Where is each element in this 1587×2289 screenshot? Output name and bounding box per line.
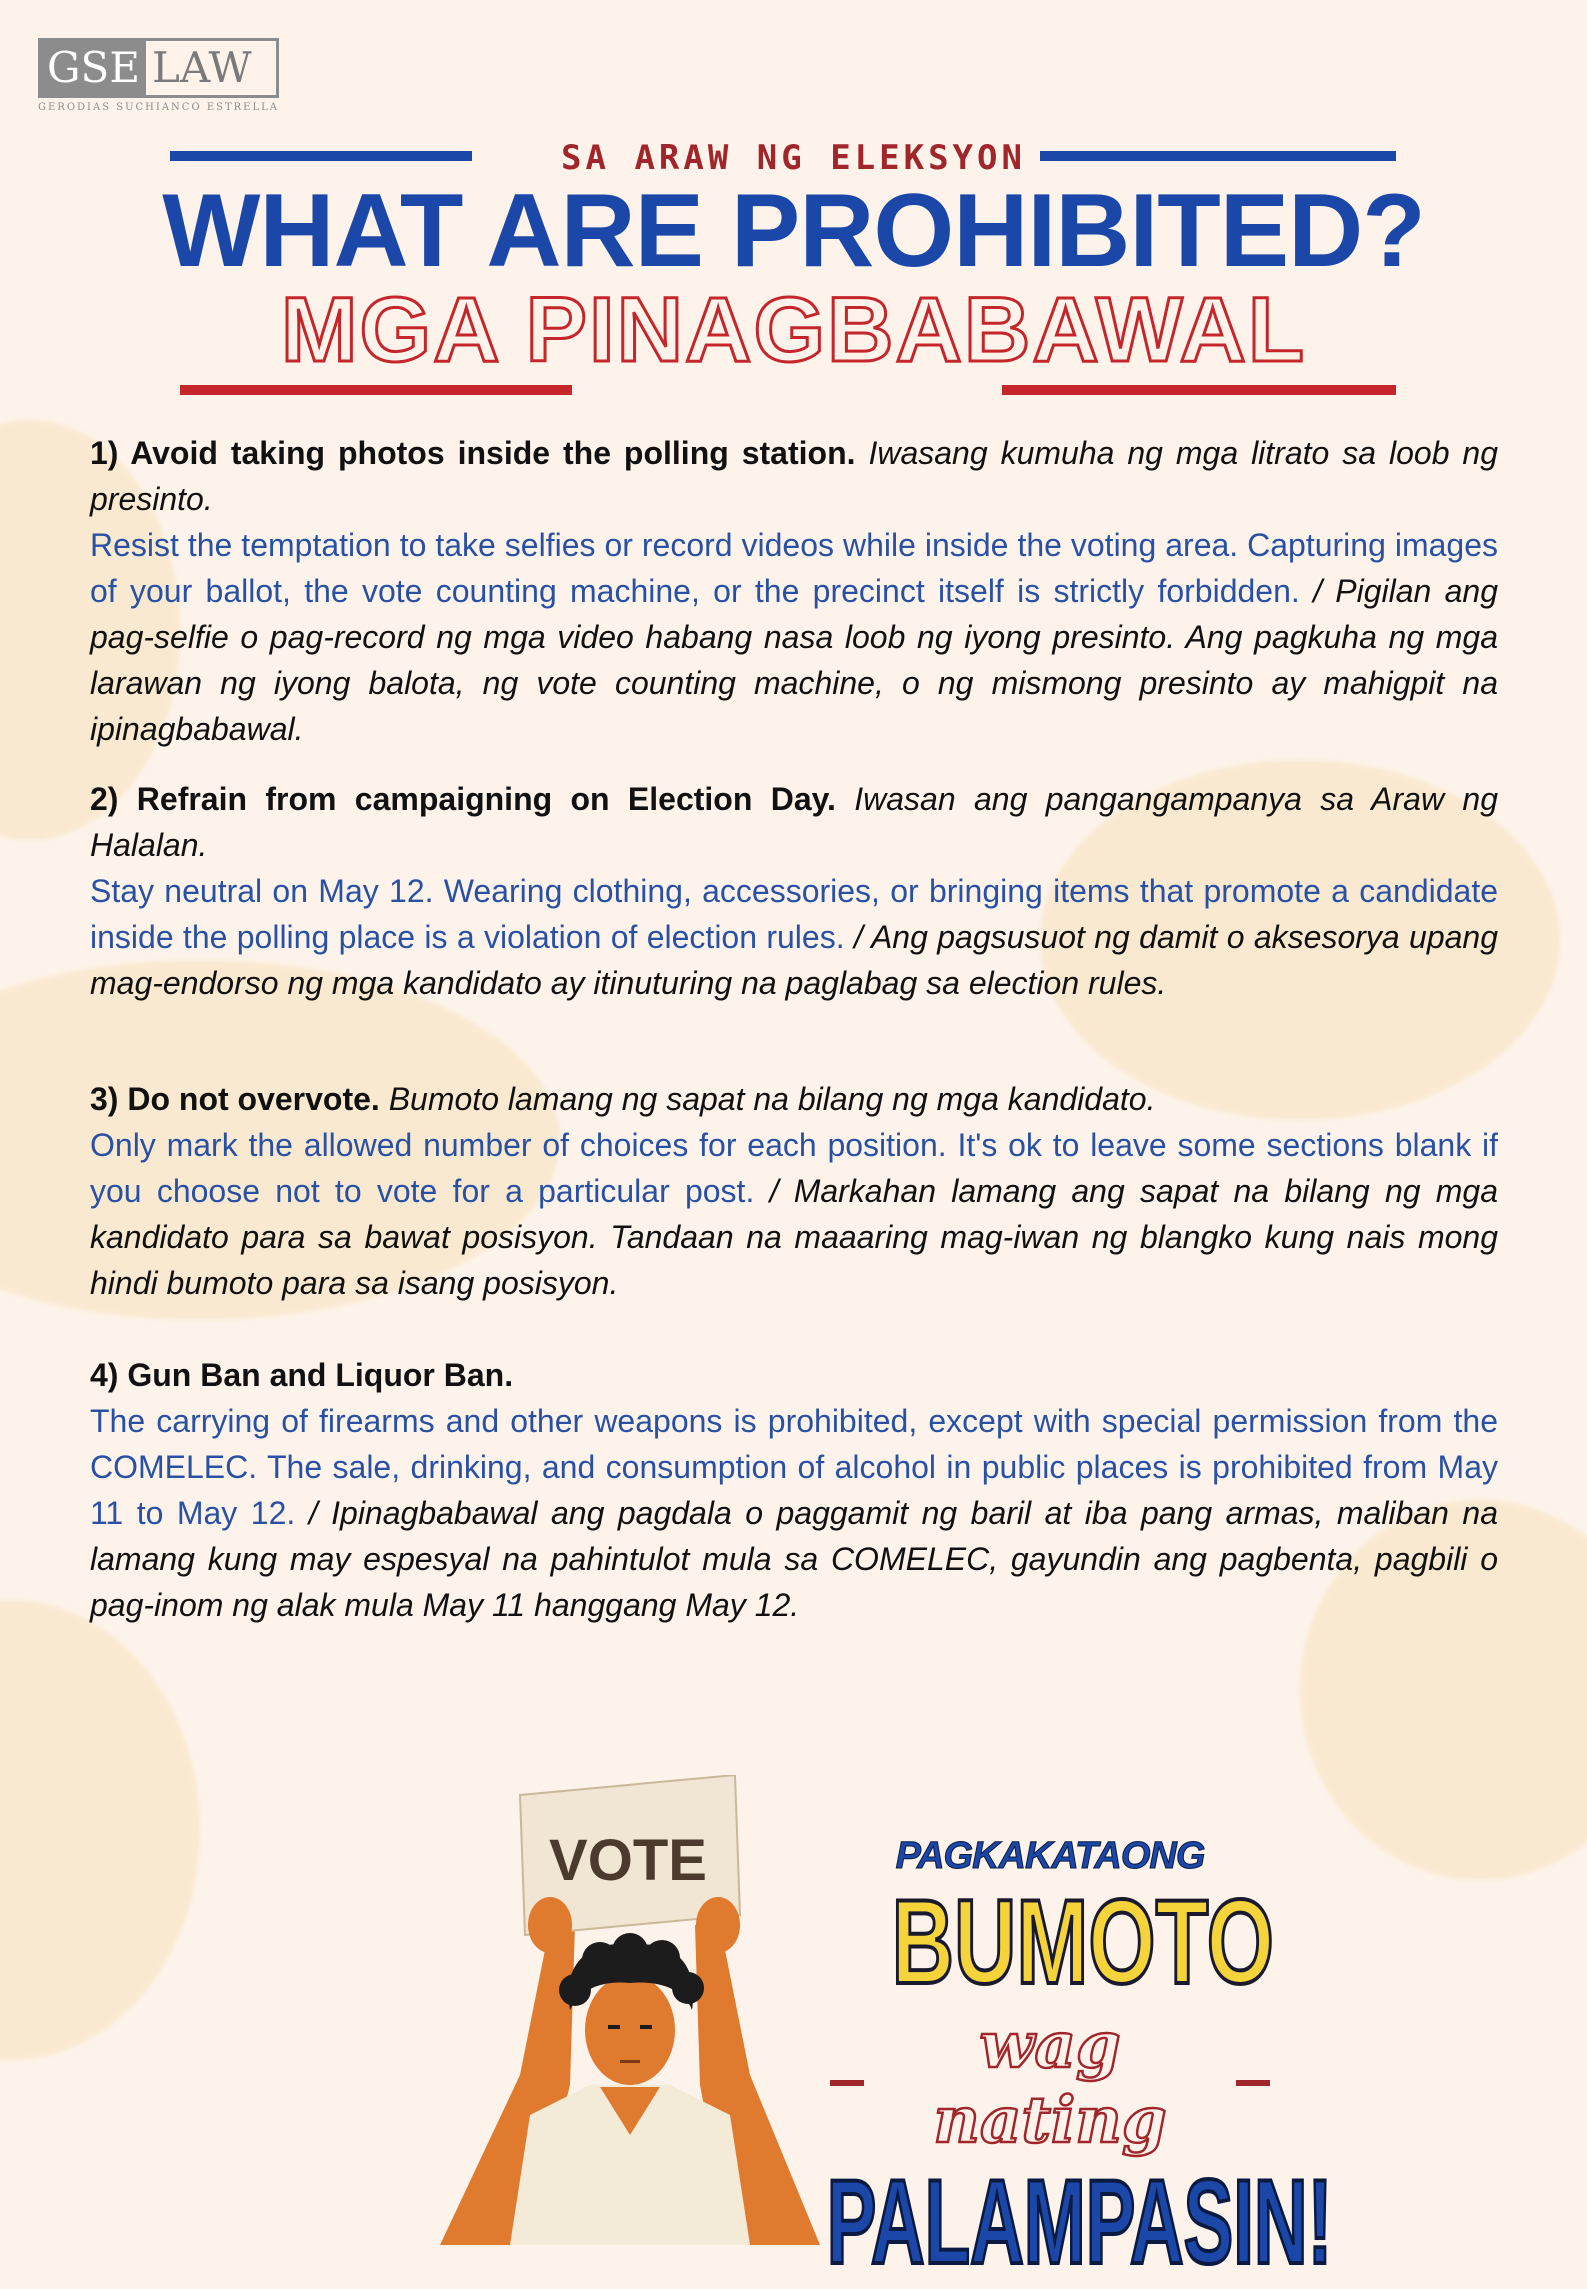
right-hand [696, 1897, 740, 1953]
item-heading-tagalog: Iwasang kumuha ng mga litrato sa loob ng presinto. [90, 435, 1499, 517]
slogan-line-3 [830, 2008, 1270, 2158]
item-body-english: Stay neutral on May 12. Wearing clothing, accessories, or bringing items that promote a candidate inside the polling place is a violation of election rules. [90, 873, 1498, 955]
slogan [826, 1835, 1333, 2289]
hair-curl [644, 1940, 680, 1976]
hair-curl [612, 1933, 648, 1969]
voter-illustration [400, 1775, 860, 2245]
vote-sign-text: VOTE [549, 1828, 707, 1893]
left-hand [528, 1897, 572, 1953]
prohibition-item-2 [90, 776, 1498, 1006]
item-heading-tagalog: Iwasan ang pangangampanya sa Araw ng Halalan. [90, 781, 1498, 863]
prohibition-item-1 [90, 430, 1498, 752]
bottom-left-rule [180, 385, 572, 395]
item-heading: 3) Do not overvote. [90, 1081, 380, 1117]
prohibition-item-4 [90, 1352, 1498, 1628]
slogan-line-1: PAGKAKATAONG [895, 1835, 1205, 1877]
right-eye [640, 2025, 652, 2029]
slogan-line-2: BUMOTO [891, 1875, 1274, 2009]
company-logo [38, 38, 279, 113]
prohibition-item-3 [90, 1076, 1498, 1306]
item-body-tagalog: / Ipinagbabawal ang pagdala o paggamit ng baril at iba pang armas, maliban na lamang kung may espesyal na pahintulot mula sa COMELEC, gayundin ang pagbenta, pagbili o pag-inom ng alak mula May 11 hanggang May 12. [90, 1495, 1499, 1623]
prohibitions-list [90, 430, 1498, 1628]
mouth [620, 2060, 640, 2063]
hair-curl [672, 1972, 704, 2004]
item-heading: 4) Gun Ban and Liquor Ban. [90, 1357, 514, 1393]
face [585, 1975, 675, 2085]
background-blob [0, 1600, 200, 2060]
logo-gse: GSE [41, 41, 146, 95]
item-body-english: Only mark the allowed number of choices for each position. It's ok to leave some sections blank if you choose not to vote for a particular post. [90, 1127, 1498, 1209]
item-heading: 2) Refrain from campaigning on Election Day. [90, 781, 836, 817]
item-body-english: The carrying of firearms and other weapons is prohibited, except with special permission from the COMELEC. The sale, drinking, and consumption of alcohol in public places is prohibited from May 11 to May 12. [90, 1403, 1498, 1531]
item-body-tagalog: / Pigilan ang pag-selfie o pag-record ng mga video habang nasa loob ng iyong presinto. Ang pagkuha ng mga larawan ng iyong balota, ng vote counting machine, o ng mismong presinto ay mahigpit na ipinagbabawal. [90, 573, 1499, 747]
slogan-line-4: PALAMPASIN! [826, 2155, 1333, 2289]
page-subtitle: MGA PINAGBABAWAL [280, 279, 1307, 381]
item-body-english: Resist the temptation to take selfies or record videos while inside the voting area. Capturing images of your ballot, the vote counting machine, or the precinct itself is strictly forbidden. [90, 527, 1498, 609]
hair-curl [559, 1974, 591, 2006]
page-title: WHAT ARE PROHIBITED? [162, 173, 1425, 289]
logo-law: LAW [151, 43, 252, 92]
item-heading: 1) Avoid taking photos inside the polling station. [90, 435, 856, 471]
item-body-tagalog: / Ang pagsusuot ng damit o aksesorya upang mag-endorso ng mga kandidato ay itinuturing na paglabag sa election rules. [90, 919, 1499, 1001]
left-eye [608, 2025, 620, 2029]
logo-tagline: GERODIAS SUCHIANCO ESTRELLA [38, 102, 279, 113]
slogan-dash [1236, 2080, 1270, 2086]
header-kicker: SA ARAW NG ELEKSYON [561, 138, 1026, 178]
bottom-right-rule [1002, 385, 1396, 395]
item-heading-tagalog: Bumoto lamang ng sapat na bilang ng mga kandidato. [388, 1081, 1156, 1117]
item-body-tagalog: / Markahan lamang ang sapat na bilang ng mga kandidato para sa bawat posisyon. Tandaan na maaaring mag-iwan ng blangko kung nais mong hindi bumoto para sa isang posisyon. [90, 1173, 1499, 1301]
slogan-dash [830, 2080, 864, 2086]
slogan-line-3-text: wag nating [933, 2008, 1167, 2158]
